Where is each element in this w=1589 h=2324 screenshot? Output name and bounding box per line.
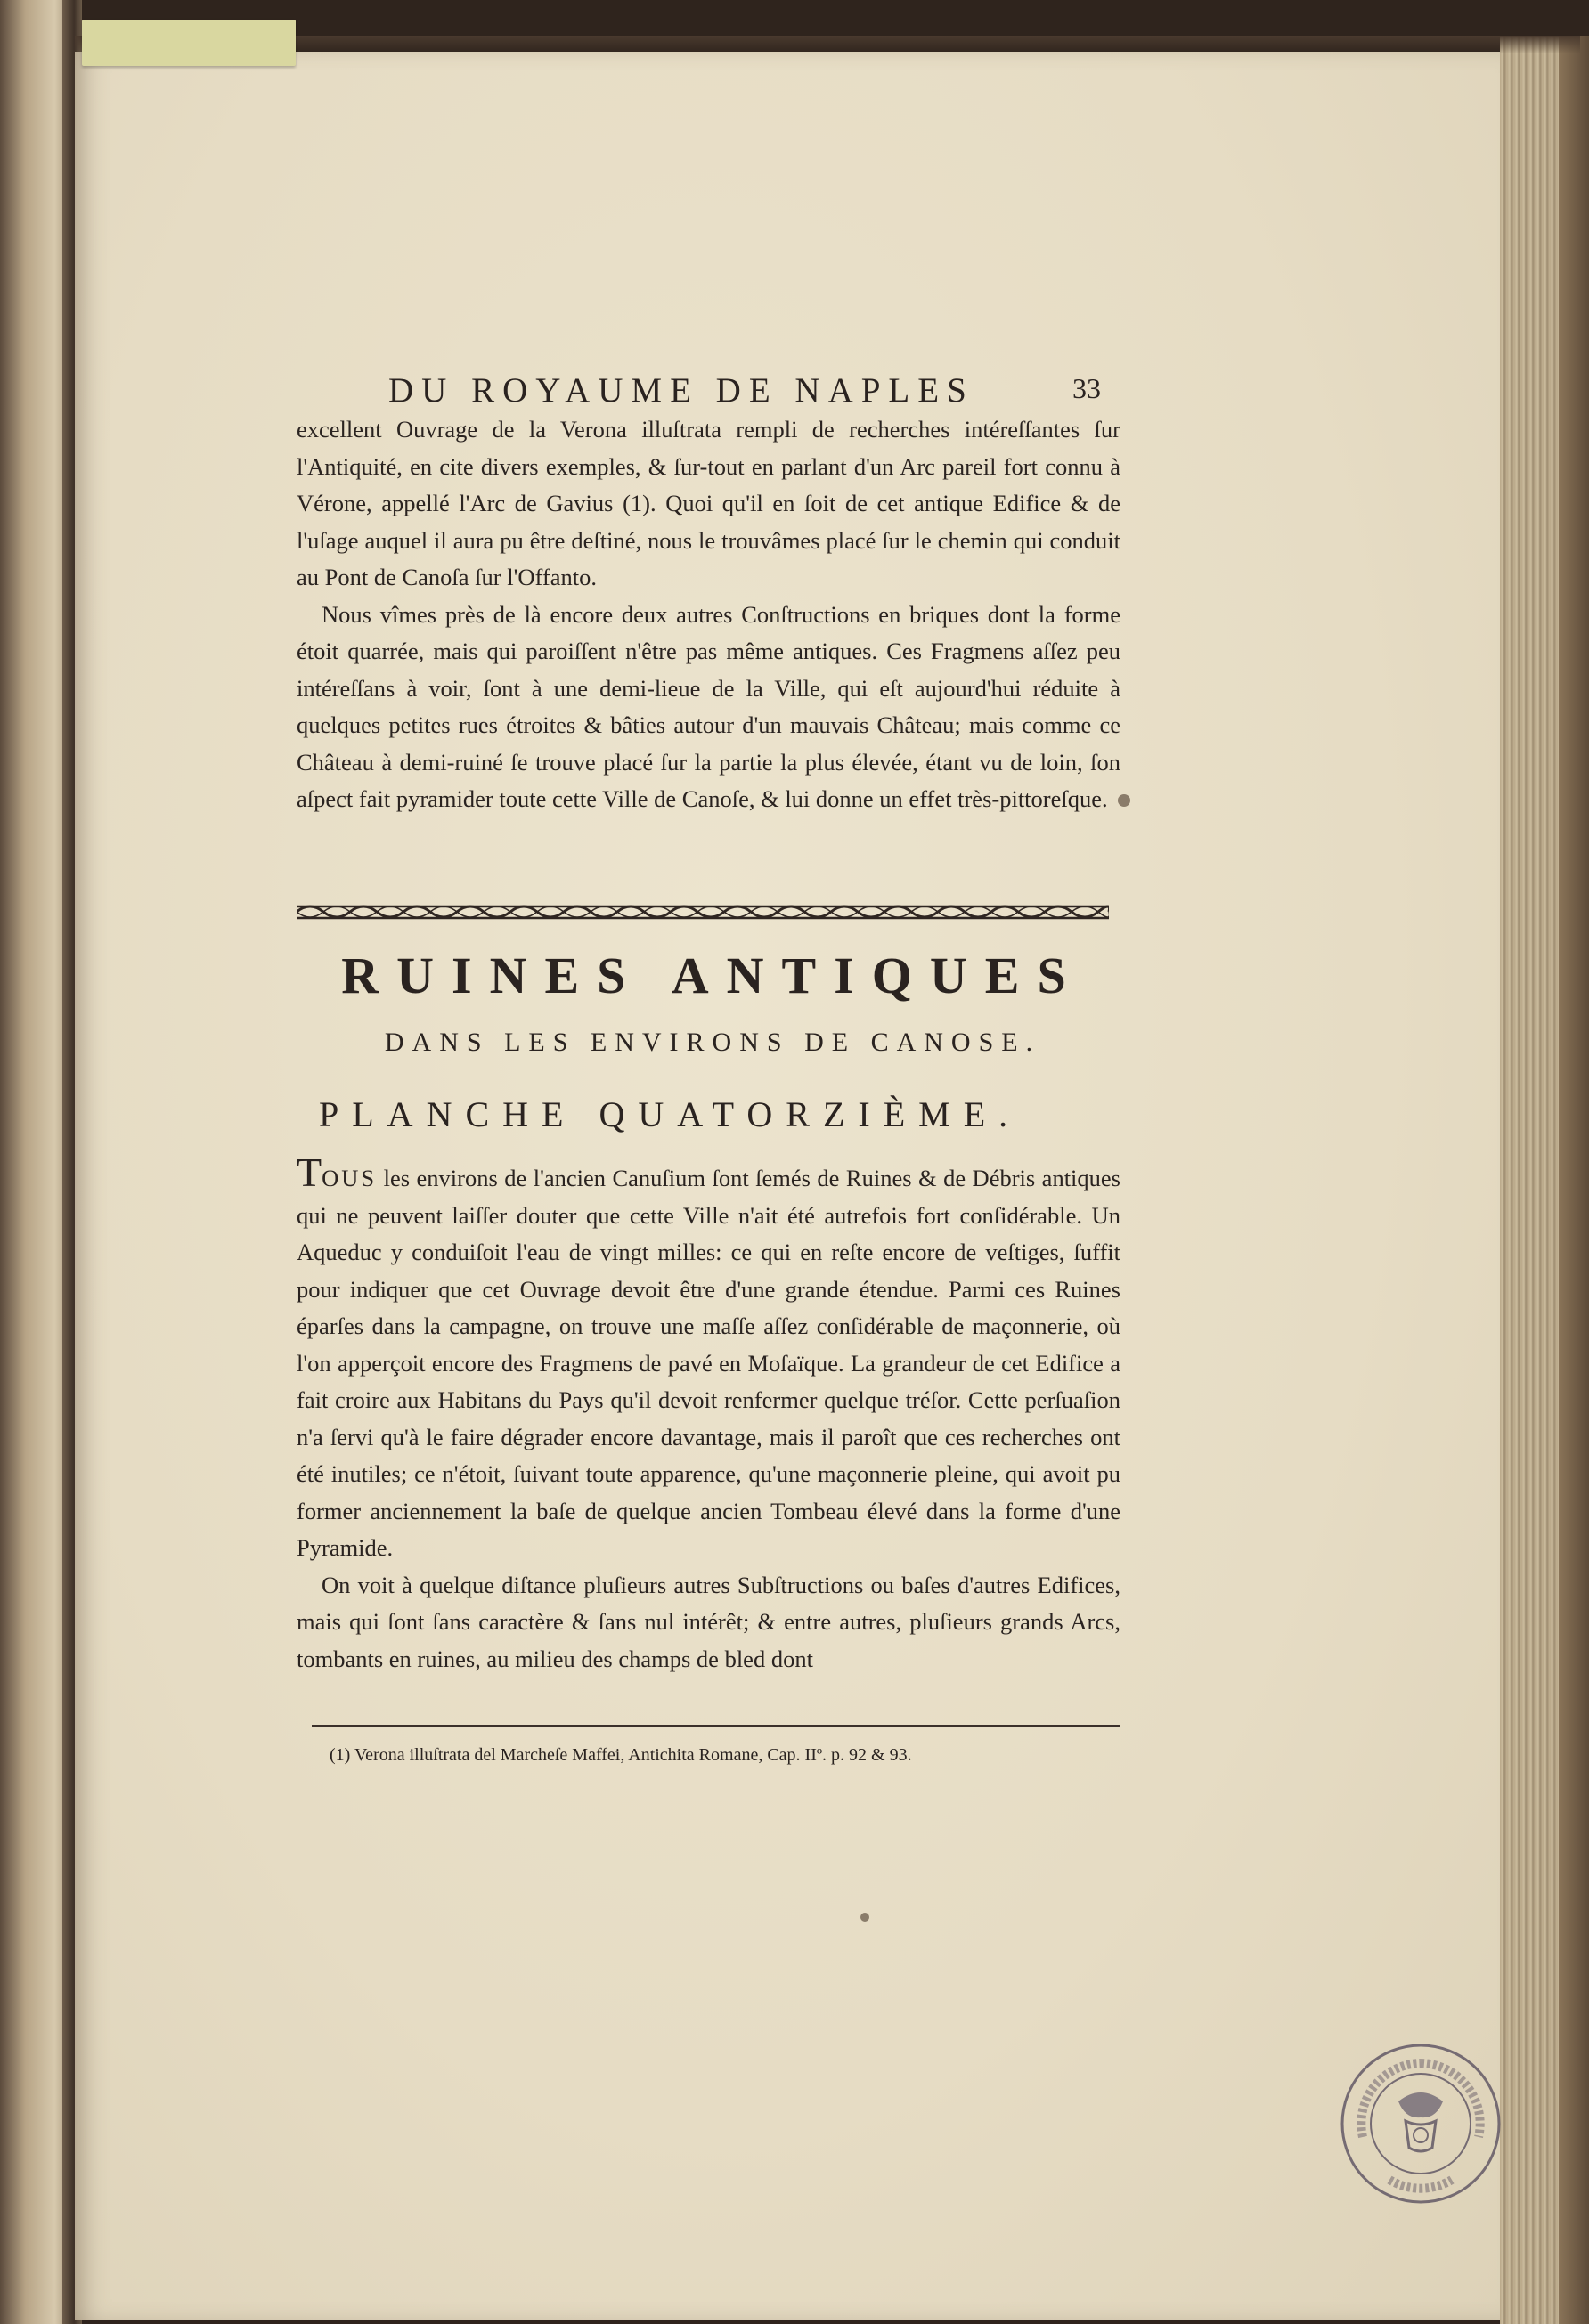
page-number: 33 bbox=[1072, 372, 1101, 404]
section-subtitle: DANS LES ENVIRONS DE CANOSE. bbox=[384, 1028, 1041, 1057]
page-top-shadow bbox=[75, 36, 1580, 53]
drop-cap: T bbox=[297, 1150, 322, 1195]
plate-title: PLANCHE QUATORZIÈME. bbox=[319, 1094, 1022, 1134]
running-head: DU ROYAUME DE NAPLES bbox=[388, 371, 974, 410]
text-block-top bbox=[297, 411, 1120, 818]
first-word-smallcaps: OUS bbox=[322, 1165, 378, 1191]
paper-speck bbox=[860, 1913, 869, 1922]
paper-speck bbox=[1118, 794, 1130, 807]
text-block-section bbox=[297, 1150, 1120, 1678]
paper-tab-marker bbox=[82, 20, 296, 66]
library-stamp bbox=[1336, 2039, 1505, 2208]
section-title: RUINES ANTIQUES bbox=[341, 947, 1084, 1004]
ornamental-rule bbox=[297, 894, 1109, 930]
book-cover-edge bbox=[1559, 36, 1589, 2324]
paragraph: On voit à quelque diſtance pluſieurs autres Subſtructions ou baſes d'autres Edifices, mais qui ſont ſans caractère & ſans nul intérêt; & entre autres, pluſieurs grands Arcs, tombants en ruines, au milieu des champs de bled dont bbox=[297, 1571, 1120, 1672]
paragraph bbox=[297, 1150, 1120, 1567]
footnote-rule bbox=[312, 1725, 1120, 1727]
footnote: (1) Verona illuſtrata del Marcheſe Maffei, Antichita Romane, Cap. IIº. p. 92 & 93. bbox=[330, 1745, 912, 1765]
paragraph: excellent Ouvrage de la Verona illuſtrata rempli de recherches intéreſſantes ſur l'Antiquité, en cite divers exemples, & ſur-tout en parlant d'un Arc pareil fort connu à Vérone, appellé l'Arc de Gavius (1). Quoi qu'il en ſoit de cet antique Edifice & de l'uſage auquel il aura pu être deſtiné, nous le trouvâmes placé ſur le chemin qui conduit au Pont de Canoſa ſur l'Offanto. bbox=[297, 416, 1120, 590]
paragraph: Nous vîmes près de là encore deux autres Conſtructions en briques dont la forme étoit quarrée, mais qui paroiſſent n'être pas même antiques. Ces Fragmens aſſez peu intéreſſans à voir, ſont à une demi-lieue de la Ville, qui eſt aujourd'hui réduite à quelques petites rues étroites & bâties autour d'un mauvais Château; mais comme ce Château à demi-ruiné ſe trouve placé ſur la partie la plus élevée, étant vu de loin, ſon aſpect fait pyramider toute cette Ville de Canoſe, & lui donne un effet très-pittoreſque. bbox=[297, 600, 1120, 812]
paragraph-text: les environs de l'ancien Canuſium ſont ſemés de Ruines & de Débris antiques qui ne peuvent laiſſer douter que cette Ville n'ait été autrefois fort conſidérable. Un Aqueduc y conduiſoit l'eau de vingt milles: ce qui en reſte encore de veſtiges, ſuffit pour indiquer que cet Ouvrage devoit être d'une grande étendue. Parmi ces Ruines éparſes dans la campagne, on trouve une maſſe aſſez conſidérable de maçonnerie, où l'on apperçoit encore des Fragmens de pavé en Moſaïque. La grandeur de cet Edifice a fait croire aux Habitans du Pays qu'il devoit renfermer quelque tréſor. Cette perſuaſion n'a ſervi qu'à le faire dégrader encore davantage, mais il paroît que ces recherches ont été inutiles; ce n'étoit, ſuivant toute apparence, qu'une maçonnerie pleine, qui avoit pu former anciennement la baſe de quelque ancien Tombeau élevé dans la forme d'une Pyramide. bbox=[297, 1165, 1120, 1561]
